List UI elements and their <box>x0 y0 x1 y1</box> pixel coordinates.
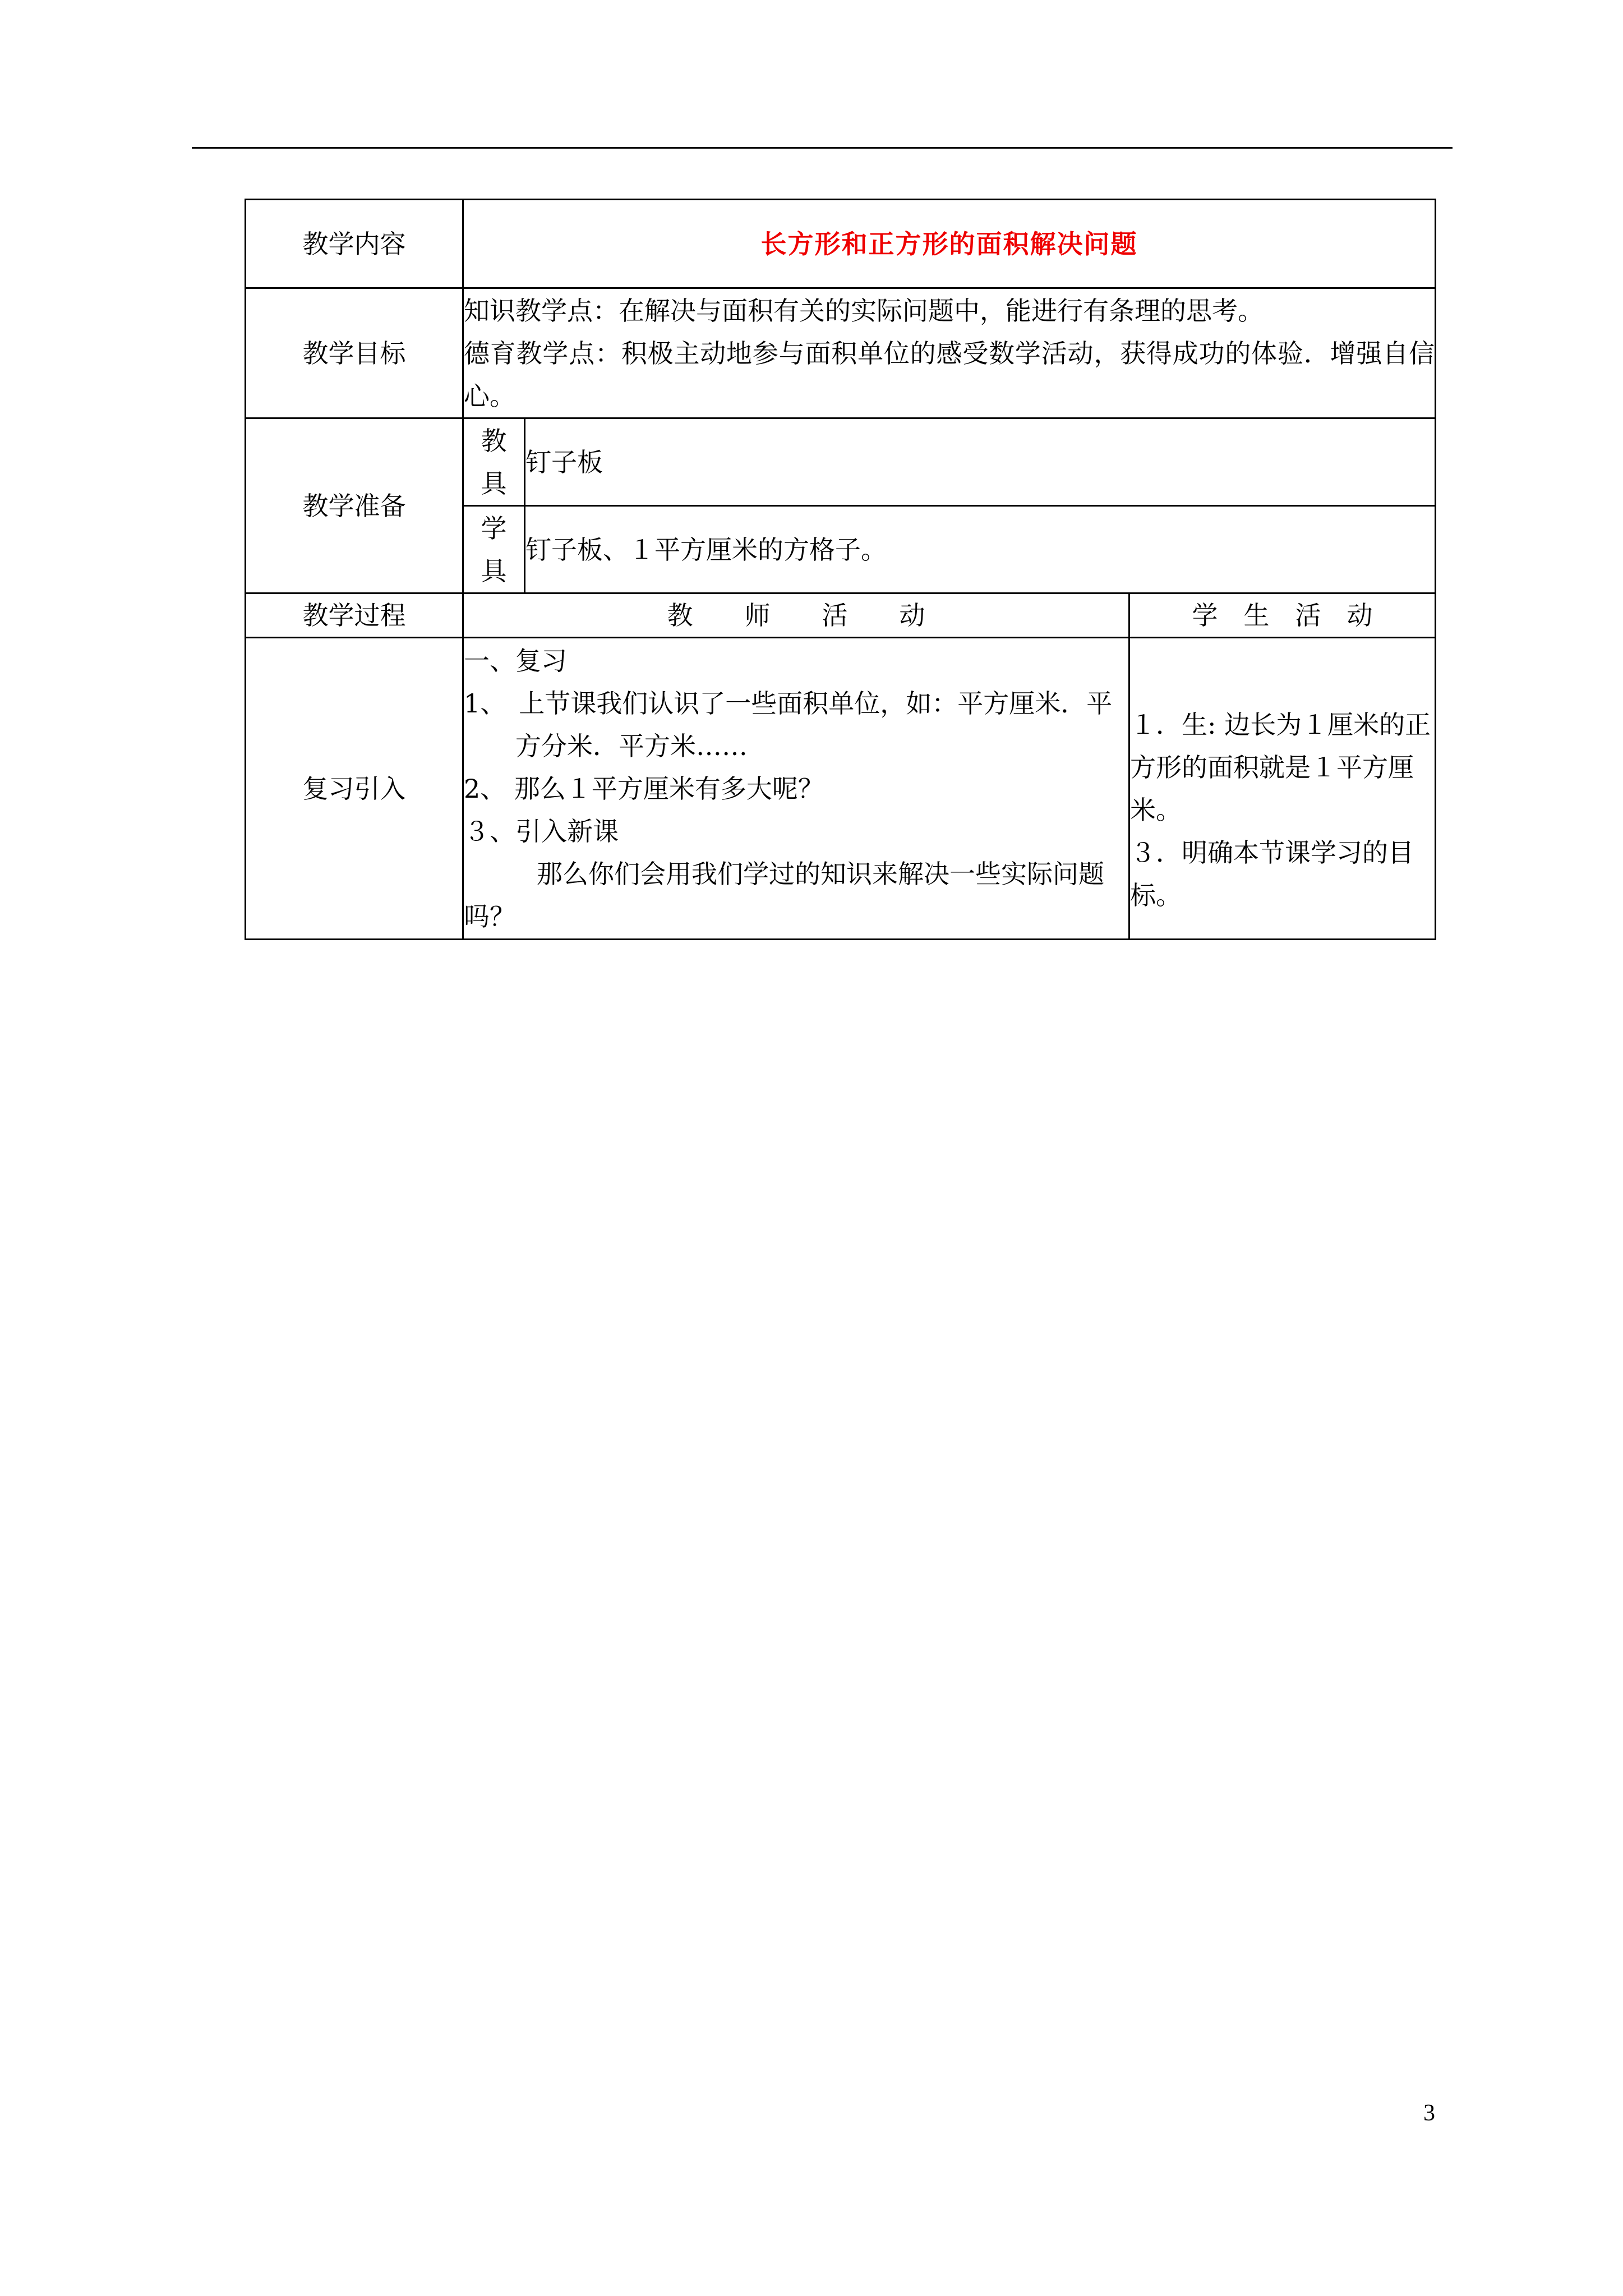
teacher-activity-header: 教 师 活 动 <box>463 593 1129 638</box>
page-number: 3 <box>1423 2100 1435 2126</box>
row-process-header <box>246 593 1436 638</box>
header-rule <box>192 147 1453 149</box>
student-tool-label: 学 具 <box>463 506 525 593</box>
row-review <box>246 638 1436 940</box>
prep-label: 教学准备 <box>246 418 463 593</box>
student-item-1: １．生: 边长为１厘米的正方形的面积就是１平方厘米。 <box>1130 709 1431 825</box>
review-label: 复习引入 <box>246 638 463 940</box>
review-item-1: 1、 上节课我们认识了一些面积单位，如：平方厘米．平方分米．平方米…… <box>464 688 1113 761</box>
row-goal <box>246 288 1436 418</box>
teacher-tool-label: 教 具 <box>463 418 525 506</box>
content-label: 教学内容 <box>246 200 463 288</box>
goal-moral: 德育教学点：积极主动地参与面积单位的感受数学活动，获得成功的体验．增强自信心。 <box>464 338 1435 411</box>
lesson-plan-table <box>245 199 1436 940</box>
review-item-3: ３、引入新课 <box>464 816 619 846</box>
student-activity <box>1129 638 1436 940</box>
teacher-activity <box>463 638 1129 940</box>
goal-text <box>463 288 1436 418</box>
goal-label: 教学目标 <box>246 288 463 418</box>
student-tool: 钉子板、１平方厘米的方格子。 <box>525 506 1436 593</box>
teacher-tool: 钉子板 <box>525 418 1436 506</box>
lesson-title: 长方形和正方形的面积解决问题 <box>463 200 1436 288</box>
goal-knowledge: 知识教学点：在解决与面积有关的实际问题中，能进行有条理的思考。 <box>464 295 1264 326</box>
review-heading: 一、复习 <box>464 645 567 676</box>
review-question: 那么你们会用我们学过的知识来解决一些实际问题吗？ <box>464 858 1104 932</box>
student-item-3: ３．明确本节课学习的目标。 <box>1130 837 1414 910</box>
row-content <box>246 200 1436 288</box>
review-item-2: 2、 那么１平方厘米有多大呢？ <box>464 773 824 804</box>
student-activity-header: 学 生 活 动 <box>1129 593 1436 638</box>
process-label: 教学过程 <box>246 593 463 638</box>
row-prep-teacher <box>246 418 1436 506</box>
